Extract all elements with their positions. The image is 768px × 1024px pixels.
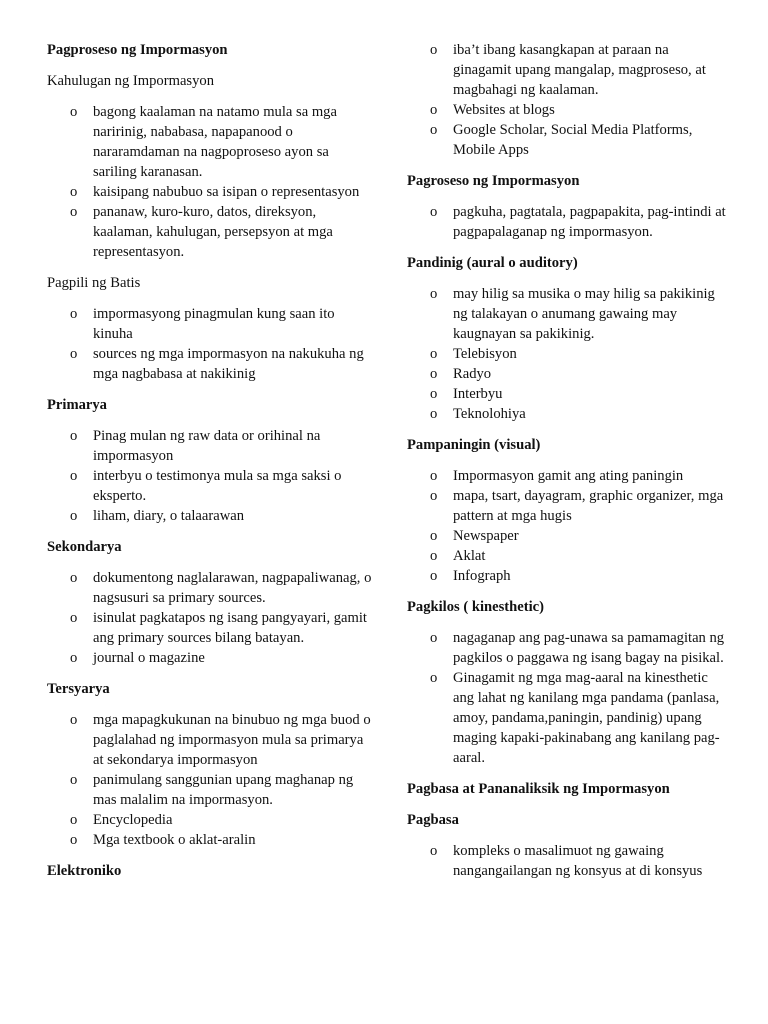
list-item: o panimulang sanggunian upang maghanap ng mas malalim na impormasyon.	[47, 770, 372, 810]
section-title-elektroniko: Elektroniko	[47, 863, 122, 879]
section-title-primarya: Primarya	[47, 397, 107, 413]
list-item: o mga mapagkukunan na binubuo ng mga buod o paglalahad ng impormasyon mula sa primarya at sekondarya impormasyon	[47, 710, 372, 770]
section-title-pagproseso: Pagproseso ng Impormasyon	[47, 42, 228, 58]
list-pandinig	[407, 284, 727, 424]
section-title-pagbasa-pananaliksik: Pagbasa at Pananaliksik ng Impormasyon	[407, 781, 670, 797]
list-item: o liham, diary, o talaarawan	[47, 506, 372, 526]
list-item: o pagkuha, pagtatala, pagpapakita, pag-intindi at pagpapalaganap ng impormasyon.	[407, 202, 727, 242]
label-kahulugan: Kahulugan ng Impormasyon	[47, 73, 214, 89]
section-title-pagroseso: Pagroseso ng Impormasyon	[407, 173, 580, 189]
list-tersyarya	[47, 710, 372, 850]
list-item: o Pinag mulan ng raw data or orihinal na impormasyon	[47, 426, 372, 466]
list-item: o sources ng mga impormasyon na nakukuha ng mga nagbabasa at nakikinig	[47, 344, 372, 384]
list-item: o nagaganap ang pag-unawa sa pamamagitan ng pagkilos o paggawa ng isang bagay na pisikal.	[407, 628, 727, 668]
list-item: o journal o magazine	[47, 648, 372, 668]
section-title-pagbasa: Pagbasa	[407, 812, 459, 828]
right-column	[407, 40, 727, 892]
list-item: o Google Scholar, Social Media Platforms, Mobile Apps	[407, 120, 727, 160]
list-elektroniko	[407, 40, 727, 160]
list-pagroseso	[407, 202, 727, 242]
list-item: o Infograph	[407, 566, 727, 586]
list-sekondarya	[47, 568, 372, 668]
list-item: o bagong kaalaman na natamo mula sa mga naririnig, nababasa, napapanood o nararamdaman na nagpoproseso ayon sa sariling karanasan.	[47, 102, 372, 182]
list-item: o interbyu o testimonya mula sa mga saksi o eksperto.	[47, 466, 372, 506]
list-item: o Websites at blogs	[407, 100, 727, 120]
list-item: o kompleks o masalimuot ng gawaing nangangailangan ng konsyus at di konsyus	[407, 841, 727, 881]
list-item: o Mga textbook o aklat-aralin	[47, 830, 372, 850]
section-title-pandinig: Pandinig (aural o auditory)	[407, 255, 578, 271]
list-primarya	[47, 426, 372, 526]
list-item: o Teknolohiya	[407, 404, 727, 424]
list-item: o Encyclopedia	[47, 810, 372, 830]
list-kahulugan	[47, 102, 372, 262]
list-pagbasa	[407, 841, 727, 881]
section-title-tersyarya: Tersyarya	[47, 681, 110, 697]
list-item: o pananaw, kuro-kuro, datos, direksyon, kaalaman, kahulugan, persepsyon at mga representasyon.	[47, 202, 372, 262]
list-item: o Interbyu	[407, 384, 727, 404]
list-item: o Aklat	[407, 546, 727, 566]
section-title-sekondarya: Sekondarya	[47, 539, 122, 555]
list-item: o Ginagamit ng mga mag-aaral na kinesthetic ang lahat ng kanilang mga pandama (panlasa, amoy, pandama,paningin, pandinig) upang maging kapaki-pakinabang ang kanilang pag-aaral.	[407, 668, 727, 768]
list-item: o Impormasyon gamit ang ating paningin	[407, 466, 727, 486]
list-pagkilos	[407, 628, 727, 768]
list-pampaningin	[407, 466, 727, 586]
list-item: o may hilig sa musika o may hilig sa pakikinig ng talakayan o anumang gawaing may kaugnayan sa pakikinig.	[407, 284, 727, 344]
label-pagpili: Pagpili ng Batis	[47, 275, 141, 291]
list-item: o mapa, tsart, dayagram, graphic organizer, mga pattern at mga hugis	[407, 486, 727, 526]
list-item: o impormasyong pinagmulan kung saan ito kinuha	[47, 304, 372, 344]
list-item: o isinulat pagkatapos ng isang pangyayari, gamit ang primary sources bilang batayan.	[47, 608, 372, 648]
list-item: o Radyo	[407, 364, 727, 384]
section-title-pagkilos: Pagkilos ( kinesthetic)	[407, 599, 545, 615]
section-title-pampaningin: Pampaningin (visual)	[407, 437, 541, 453]
list-pagpili	[47, 304, 372, 384]
list-item: o kaisipang nabubuo sa isipan o representasyon	[47, 182, 372, 202]
list-item: o dokumentong naglalarawan, nagpapaliwanag, o nagsusuri sa primary sources.	[47, 568, 372, 608]
left-column	[47, 40, 372, 881]
list-item: o Newspaper	[407, 526, 727, 546]
list-item: o iba’t ibang kasangkapan at paraan na ginagamit upang mangalap, magproseso, at magbahagi ng kaalaman.	[407, 40, 727, 100]
list-item: o Telebisyon	[407, 344, 727, 364]
